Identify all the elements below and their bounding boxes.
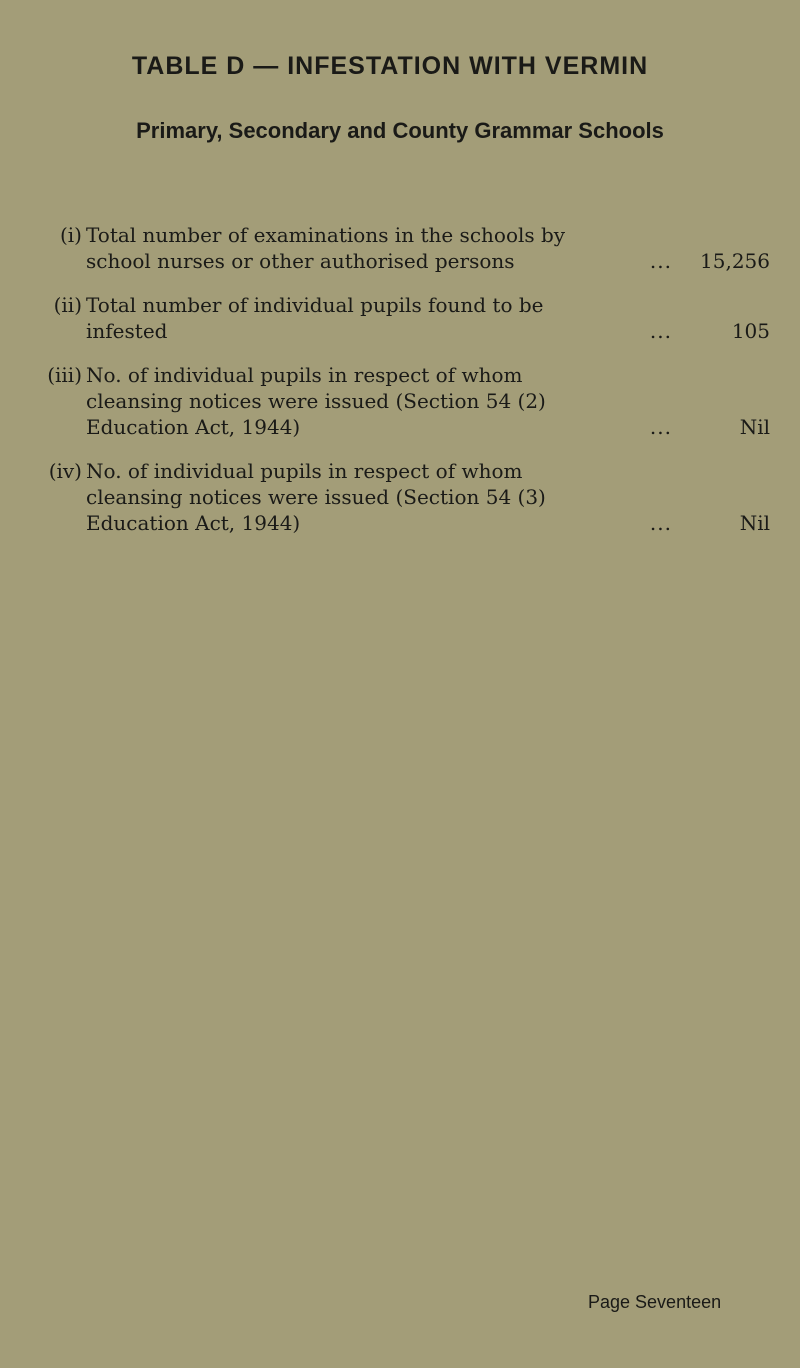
item-text	[86, 362, 672, 440]
item-text-line-content: Education Act, 1944)	[86, 511, 301, 535]
item-text-line-content: Education Act, 1944)	[86, 415, 301, 439]
item-text-line	[86, 248, 672, 274]
list-item	[26, 222, 770, 274]
item-text-line: cleansing notices were issued (Section 54 (3)	[86, 485, 546, 509]
item-text-line: Total number of individual pupils found to be	[86, 293, 544, 317]
item-number: (ii)	[53, 293, 82, 317]
item-text	[86, 222, 672, 274]
item-text-line: No. of individual pupils in respect of whom	[86, 459, 523, 483]
page-number: Page Seventeen	[588, 1292, 722, 1312]
item-number: (iii)	[47, 363, 82, 387]
item-text-line-content: infested	[86, 319, 168, 343]
leader-dots: ...	[649, 415, 672, 439]
leader-dots: ...	[649, 511, 672, 535]
list-item	[26, 362, 770, 440]
item-text	[86, 458, 672, 536]
leader-dots: ...	[649, 319, 672, 343]
item-text-line: Total number of examinations in the schools by	[86, 223, 566, 247]
item-value: 15,256	[700, 249, 770, 273]
item-text-line: cleansing notices were issued (Section 54 (2)	[86, 389, 546, 413]
item-text-line	[86, 510, 672, 536]
item-number: (i)	[59, 223, 82, 247]
statistics-list	[26, 222, 770, 554]
item-value: Nil	[739, 415, 770, 439]
item-number: (iv)	[48, 459, 82, 483]
item-text-line	[86, 318, 672, 344]
item-text-line-content: school nurses or other authorised persons	[86, 249, 515, 273]
item-text-line	[86, 414, 672, 440]
table-subtitle: Primary, Secondary and County Grammar Schools	[136, 118, 664, 143]
item-text-line: No. of individual pupils in respect of whom	[86, 363, 523, 387]
leader-dots: ...	[649, 249, 672, 273]
list-item	[26, 458, 770, 536]
item-value: 105	[731, 319, 770, 343]
table-title: TABLE D — INFESTATION WITH VERMIN	[131, 52, 649, 80]
item-text	[86, 292, 672, 344]
item-value: Nil	[739, 511, 770, 535]
list-item	[26, 292, 770, 344]
